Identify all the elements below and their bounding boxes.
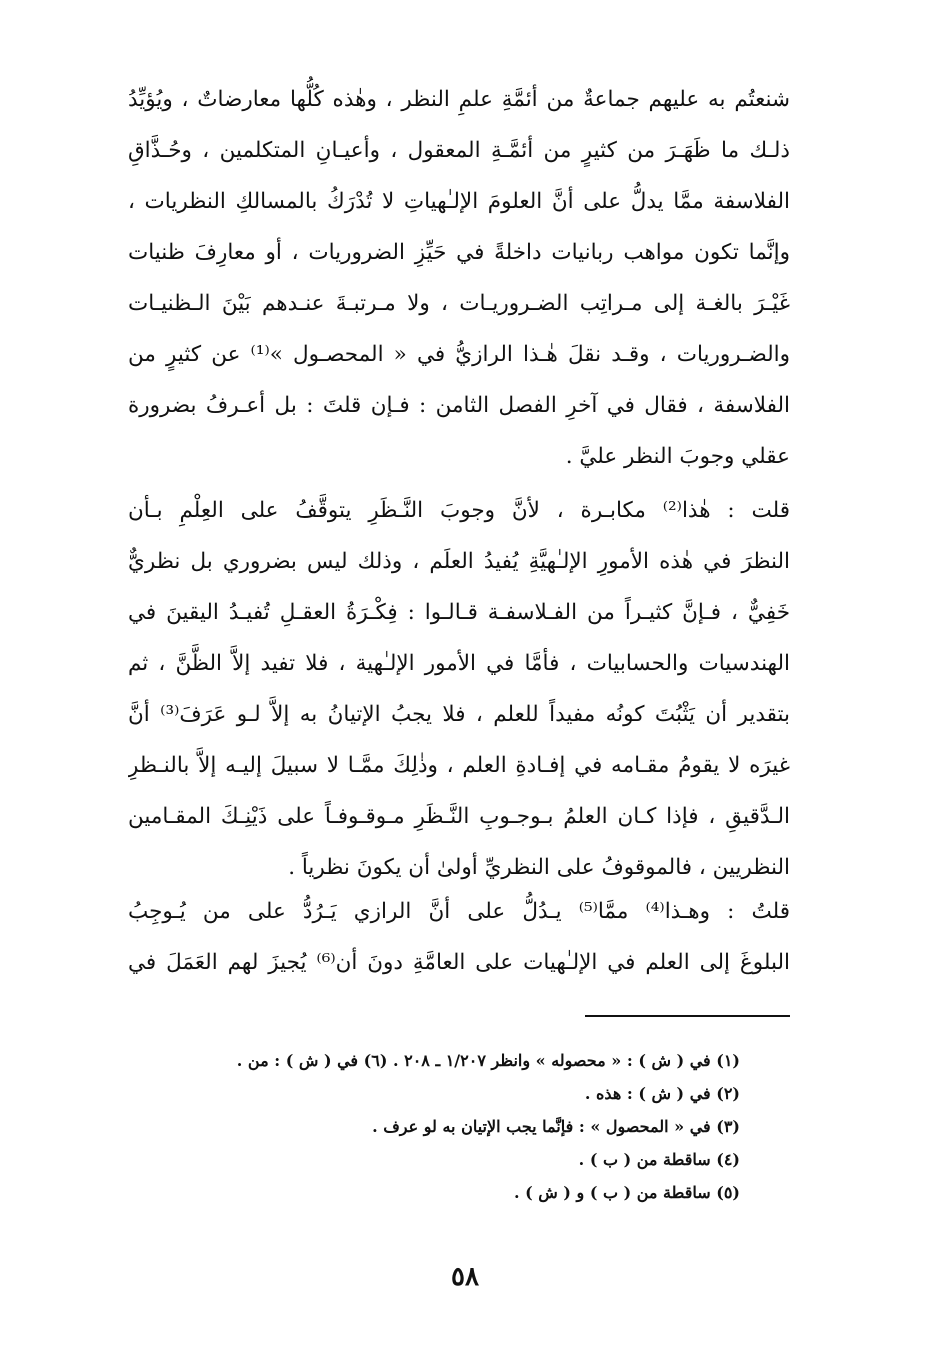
text-line: ذلـك ما ظَهَـرَ من كثيرٍ من أئمَّـةِ المعقول ، وأعيـانِ المتكلمين ، وحُـذَّاقِ xyxy=(128,138,790,163)
paragraph-3 xyxy=(128,886,790,988)
footnotes xyxy=(180,1044,740,1209)
text-line: غَيْـرَ بالغـة إلى مـراتِب الضـروريـات ، ولا مـرتبـةَ عنـدهم بَيْنَ الـظنيـات xyxy=(128,291,790,316)
footnote: (٣) في « المحصول » : فإنَّما يجب الإتيان به لو عرف . xyxy=(372,1117,740,1136)
text-line: والضـروريات ، وقـد نقلَ هٰـذا الرازيُّ في « المحصـول »⁽¹⁾ عن كثيرٍ من xyxy=(128,342,790,367)
footnote: (١) في ( ش ) : « محصوله » وانظر ١/٢٠٧ ـ ٢٠٨ . (٦) في ( ش ) : من . xyxy=(236,1051,740,1070)
page-number: ٥٨ xyxy=(451,1262,479,1292)
text-line: الفلاسفة ممَّا يدلُّ على أنَّ العلومَ الإلـٰهياتِ لا تُدْرَكُ بالمسالكِ النظريات ، xyxy=(128,189,790,214)
text-line: الـدَّقيقِ ، فإذا كـان العلمُ بـوجـوبِ النَّـظَرِ مـوقـوفـاً على ذَيْنِـكَ المقـامين xyxy=(128,804,790,829)
text-line: الهندسيات والحسابيات ، فأمَّا في الأمور الإلـٰهية ، فلا تفيد إلاَّ الظَّنَّ ، ثم xyxy=(128,651,790,676)
text-line: النظريين ، فالموقوفُ على النظريِّ أولىٰ أن يكونَ نظرياً . xyxy=(288,855,790,880)
paragraph-1 xyxy=(128,74,790,482)
text-line: وإنَّما تكون مواهب ربانيات داخلةً في حَيِّزِ الضروريات ، أو معارِفَ ظنيات xyxy=(128,240,790,265)
text-line: شنعتُم به عليهم جماعةٌ من أئمَّةِ علمِ النظر ، وهٰذه كُلُّها معارضاتٌ ، ويُؤيِّدُ xyxy=(128,87,790,112)
text-line: خَفِيٌّ ، فـإنَّ كثيـراً من الفـلاسفـة قـالـوا : فِكْـرَةُ العقـلِ تُفيـدُ اليقينَ في xyxy=(128,600,790,625)
paragraph-2 xyxy=(128,485,790,893)
text-line: البلوغَ إلى العلم في الإلـٰهيات على العامَّةِ دونَ أن⁽⁶⁾ يُجيزَ لهم العَمَلَ في xyxy=(128,950,790,975)
footnote: (٢) في ( ش ) : هذه . xyxy=(584,1084,740,1103)
text-line: الفلاسفة ، فقال في آخرِ الفصل الثامن : فـإن قلتَ : بل أعـرفُ بضرورة xyxy=(128,393,790,418)
text-line: بتقدير أن يَثْبُتَ كونُه مفيداً للعلم ، فلا يجبُ الإتيانُ به إلاَّ لـو عَرَفَ⁽³⁾ أنَّ xyxy=(128,702,790,727)
text-line: النظرَ في هٰذه الأمورِ الإلـٰهيَّةِ يُفيدُ العلَم ، وذلك ليس بضروري بل نظريٌّ xyxy=(128,549,790,574)
text-line: قلتُ : وهـذا⁽⁴⁾ ممَّا⁽⁵⁾ يـدُلُّ على أنَّ الرازي يَـرُدُّ على من يُـوجِبُ xyxy=(128,899,790,924)
footnote: (٤) ساقطة من ( ب ) . xyxy=(578,1150,740,1169)
text-line: غيرَه لا يقومُ مقـامه في إفـادةِ العلم ، وذٰلِكَ ممَّـا لا سبيلَ إليـه إلاَّ بالنـظرِ xyxy=(128,753,790,778)
footnote-separator xyxy=(585,1015,790,1017)
text-line: قلت : هٰذا⁽²⁾ مكابـرة ، لأنَّ وجوبَ النَّـظَرِ يتوقَّفُ على العِلْمِ بـأن xyxy=(128,498,790,523)
text-line: عقلي وجوبَ النظر عليَّ . xyxy=(565,444,790,469)
footnote: (٥) ساقطة من ( ب ) و ( ش ) . xyxy=(514,1183,740,1202)
